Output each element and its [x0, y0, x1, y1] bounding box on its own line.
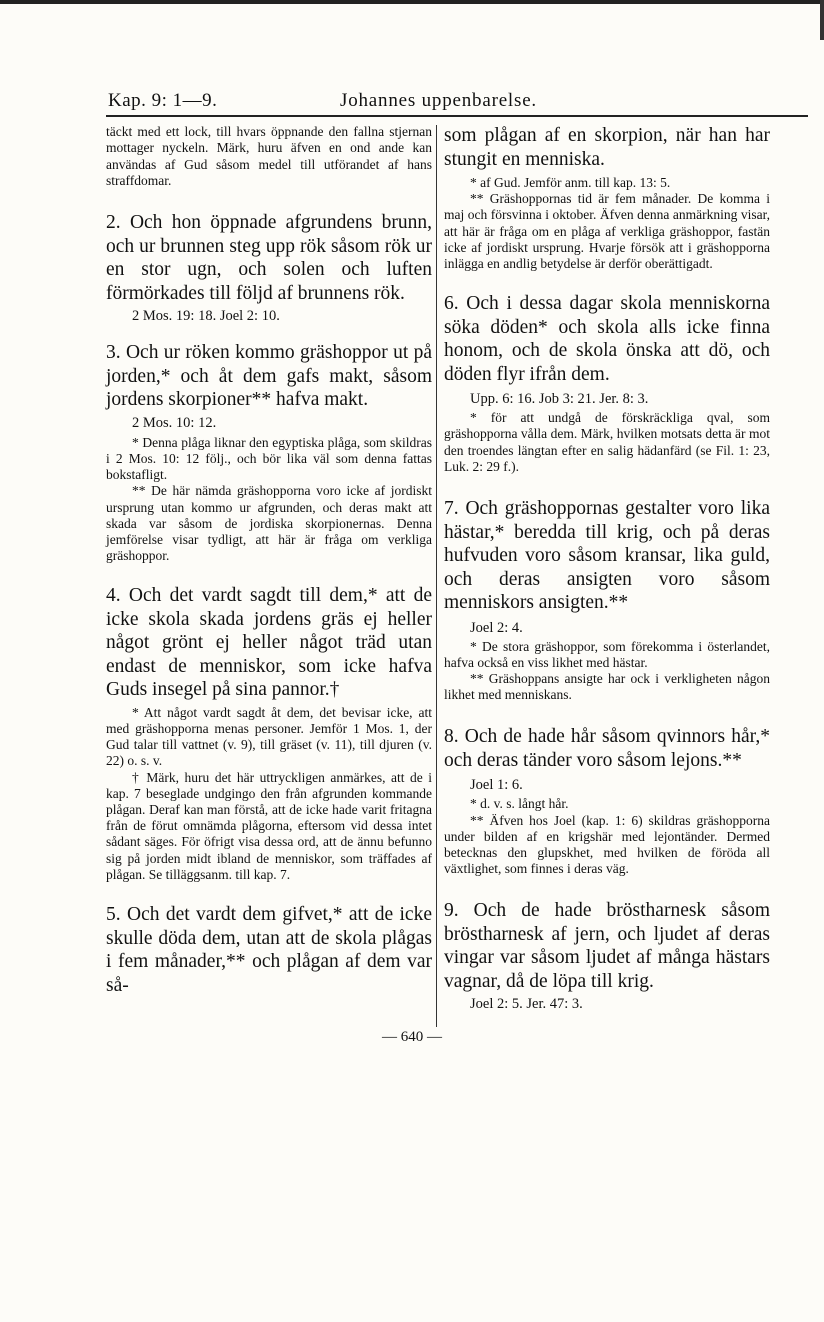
- verse-7-note-1: * De stora gräshoppor, som förekomma i österlandet, hafva också en viss likhet med hästar.: [444, 638, 770, 670]
- continued-note-2: ** Gräshoppornas tid är fem månader. De komma i maj och försvinna i oktober. Äfven denna anmärkning visar, att här är fråga om en plåga af verkliga gräshoppor, fastän icke af jordiskt ursprung. Hvarje försök att i gräshopporna inlägga en andlig betydelse är derför oberättigadt.: [444, 191, 770, 272]
- verse-5: 5. Och det vardt dem gifvet,* att de icke skulle döda dem, utan att de skola plågas i fem månader,** och plågan af dem var så-: [106, 904, 432, 996]
- verse-2-ref: 2 Mos. 19: 18. Joel 2: 10.: [132, 308, 280, 325]
- verse-4-note-1: * Att något vardt sagdt åt dem, det bevisar icke, att med gräshopporna menas personer. Jemför 1 Mos. 1, der Gud talar till vattnet (v. 9), till gräset (v. 11), till djuren (v. 22) o. s. v.: [106, 704, 432, 769]
- verse-3-ref: 2 Mos. 10: 12.: [132, 414, 217, 431]
- continued-note: täckt med ett lock, till hvars öppnande den fallna stjernan mottager nyckeln. Märk, huru äfven en ond ande kan användas af Gud såsom medel till utförandet af hans straffdomar.: [106, 124, 432, 188]
- verse-7-note-2: ** Gräshoppans ansigte har ock i verkligheten någon likhet med menniskans.: [444, 670, 770, 703]
- verse-7-ref: Joel 2: 4.: [470, 619, 523, 636]
- column-divider: [436, 125, 437, 1027]
- top-border: [0, 0, 824, 4]
- verse-4: 4. Och det vardt sagdt till dem,* att de icke skola skada jordens gräs ej heller något grönt ej heller något träd utan endast de menniskor, som icke hafva Guds insegel på sina pannor.†: [106, 585, 432, 701]
- right-column: [444, 124, 770, 1013]
- verse-3: 3. Och ur röken kommo gräshoppor ut på jorden,* och åt dem gafs makt, såsom jordens skorpioner** hafva makt.: [106, 342, 432, 411]
- header-rule: [106, 115, 808, 117]
- verse-8-note-1: * d. v. s. långt hår.: [470, 796, 569, 812]
- verse-3-note-1: * Denna plåga liknar den egyptiska plåga, som skildras i 2 Mos. 10: 12 följ., och bör lika väl som denna fattas bokstafligt.: [106, 434, 432, 483]
- verse-7: 7. Och gräshoppornas gestalter voro lika hästar,* beredda till krig, och på deras hufvuden voro såsom kransar, lika guld, och deras ansigten voro såsom menniskors ansigten.**: [444, 498, 770, 614]
- continued-verse: som plågan af en skorpion, när han har stungit en menniska.: [444, 125, 770, 170]
- verse-8-note-2: ** Äfven hos Joel (kap. 1: 6) skildras gräshopporna under bilden af en krigshär med lejontänder. Dermed betecknas den glupskhet, med hvilken de föröda all växtlighet, som finnes i deras väg.: [444, 812, 770, 877]
- verse-9-ref: Joel 2: 5. Jer. 47: 3.: [470, 996, 583, 1013]
- page-number: — 640 —: [382, 1029, 442, 1045]
- continued-note-1: * af Gud. Jemför anm. till kap. 13: 5.: [470, 175, 671, 190]
- verse-6-ref: Upp. 6: 16. Job 3: 21. Jer. 8: 3.: [470, 391, 649, 408]
- verse-6-note-1: * för att undgå de förskräckliga qval, som gräshopporna vålla dem. Märk, hvilken motsats detta är mot den troendes längtan efter en salig hädanfärd (se Fil. 1: 23, Luk. 2: 29 f.).: [444, 410, 770, 474]
- verse-8-ref: Joel 1: 6.: [470, 777, 523, 794]
- book-title: Johannes uppenbarelse.: [340, 90, 537, 111]
- verse-9: 9. Och de hade bröstharnesk såsom bröstharnesk af jern, och ljudet af deras vingar var såsom ljudet af många hästars vagnar, då de löpa till krig.: [444, 900, 770, 992]
- left-column: [106, 124, 432, 997]
- verse-8: 8. Och de hade hår såsom qvinnors hår,* och deras tänder voro såsom lejons.**: [444, 726, 770, 771]
- verse-2: 2. Och hon öppnade afgrundens brunn, och ur brunnen steg upp rök såsom rök ur en stor ugn, och solen och luften förmörkades till följd af brunnens rök.: [106, 212, 432, 304]
- verse-3-note-2: ** De här nämda gräshopporna voro icke af jordiskt ursprung utan kommo ur afgrunden, och deras makt att skada var såsom de jordiska skorpionernas. Denna jemförelse visar tydligt, att här är fråga om verkliga gräshoppor.: [106, 483, 432, 564]
- verse-4-note-2: † Märk, huru det här uttryckligen anmärkes, att de i kap. 7 beseglade undgingo den från afgrunden kommande plågan. Deraf kan man förstå, att de icke hade varit fritagna från de förut omnämda plågorna, eftersom vid dessa intet sådant säges. För öfrigt visa dessa ord, att de ännu befunno sig på jorden midt ibland de menniskor, som träffades af plågan. Se tilläggsanm. till kap. 7.: [106, 769, 432, 882]
- verse-6: 6. Och i dessa dagar skola menniskorna söka döden* och skola alls icke finna honom, och de skola önska att dö, och döden flyr ifrån dem.: [444, 293, 770, 385]
- running-header: [108, 86, 806, 114]
- right-border: [820, 0, 824, 40]
- chapter-reference: Kap. 9: 1—9.: [108, 90, 218, 111]
